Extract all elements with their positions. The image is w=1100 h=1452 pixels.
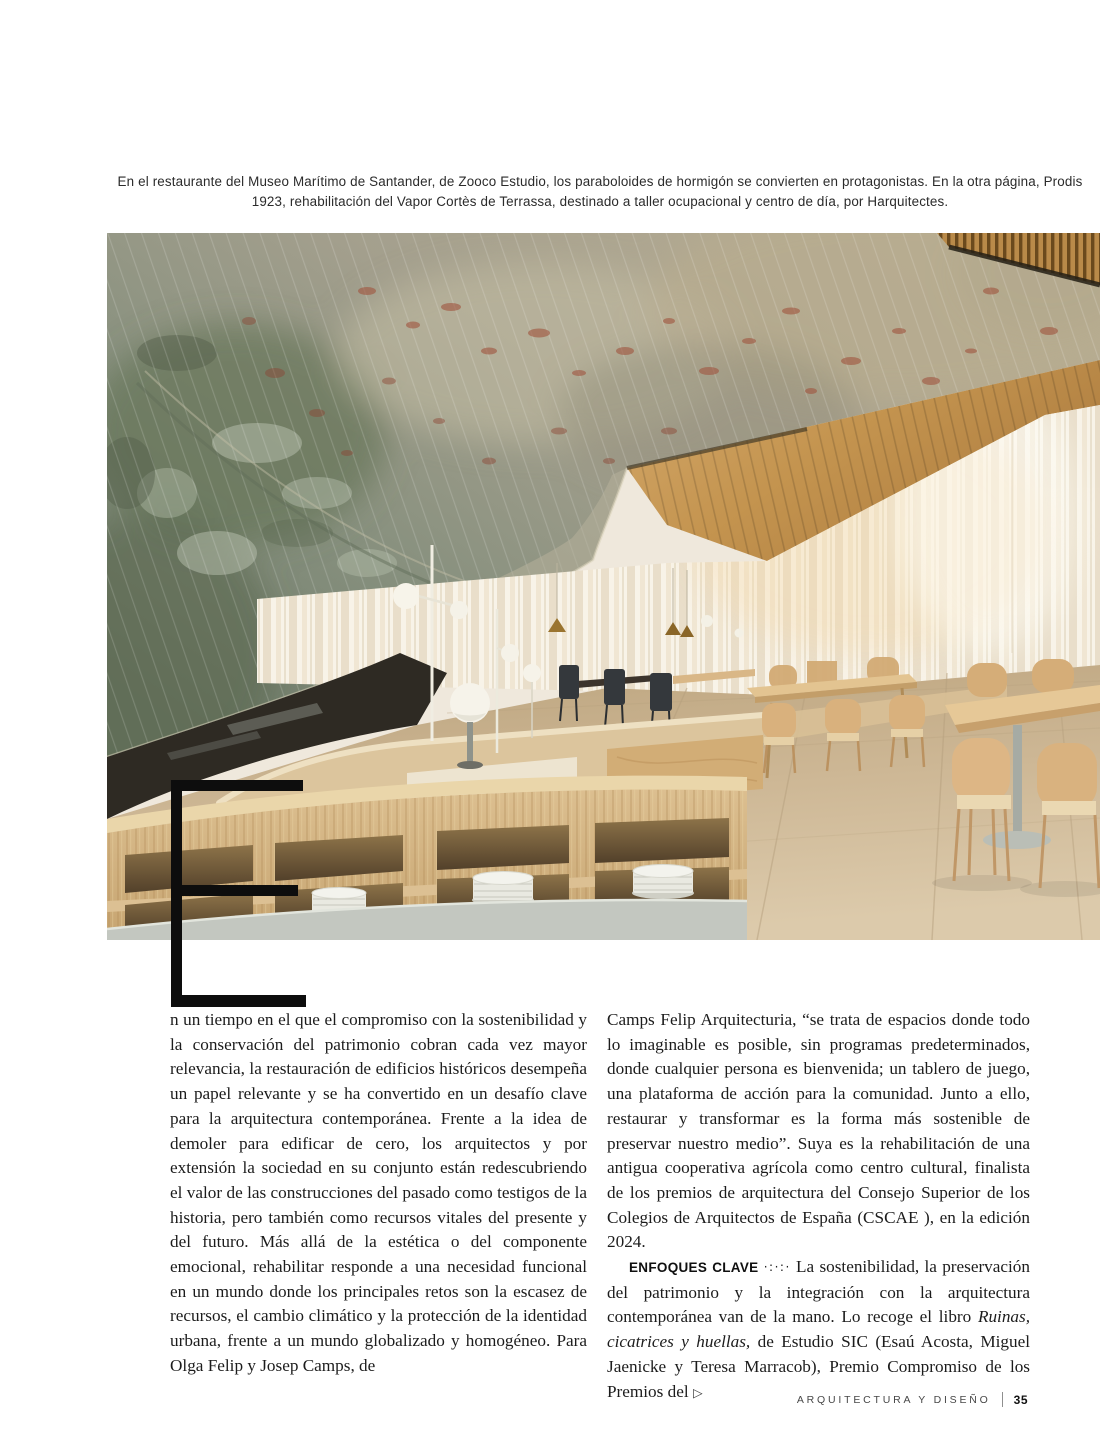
dropcap-e [171,780,307,1007]
footer-page-number: 35 [1013,1392,1028,1407]
page-footer [797,1392,1028,1407]
section-ornament: ·:·:· [763,1260,791,1275]
article-column-left [170,1008,587,1405]
paragraph-continuation: Camps Felip Arquitecturia, “se trata de espacios donde todo lo imaginable es posible, sin programas predeterminados, donde cualquier persona es bienvenida; un tablero de juego, una plataforma de acción para la comunidad. Junto a ello, restaurar y transformar es la forma más sostenible de preservar nuestro medio”. Suya es la rehabilitación de una antigua cooperativa agrícola como centro cultural, finalista de los premios de arquitectura del Consejo Superior de los Colegios de Arquitectos de España (CSCAE ), en la edición 2024. [607,1010,1030,1252]
continuation-marker-icon: ▷ [692,1384,703,1400]
footer-magazine-name: ARQUITECTURA Y DISEÑO [796,1393,991,1406]
dropcap-stroke [171,780,303,791]
footer-divider [1002,1392,1003,1407]
paragraph-enfoques [607,1255,1030,1405]
paragraph-intro: n un tiempo en el que el compromiso con la sostenibilidad y la conservación del patrimonio cobran cada vez mayor relevancia, la restauración de edificios históricos desempeña un papel relevante y se ha convertido en un desafío clave para la arquitectura contemporánea. Frente a la idea de demoler para edificar de cero, los arquitectos y por extensión la sociedad en su conjunto están redescubriendo el valor de las construcciones del pasado como testigos de la historia, pero también como recursos vitales del presente y del futuro. Más allá de la estética o del componente emocional, rehabilitar responde a una necesidad funcional en un mundo donde los principales retos son la escasez de recursos, el cambio climático y la protección de la identidad urbana, frente a un mundo globalizado y homogéneo. Para Olga Felip y Josep Camps, de [170,1010,587,1375]
photo-caption: En el restaurante del Museo Marítimo de Santander, de Zooco Estudio, los paraboloides de hormigón se convierten en protagonistas. En la otra página, Prodis 1923, rehabilitación del Vapor Cortès de Terrassa, destinado a taller ocupacional y centro de día, por Harquitectes. [117,174,1083,209]
article-column-right [607,1008,1030,1405]
article-body [170,1008,1030,1405]
enfoques-text-2: de Estudio SIC (Esaú Acosta, Miguel Jaenicke y Teresa Marracob), Premio Compromiso de los Premios del [607,1332,1030,1401]
enfoques-label: ENFOQUES CLAVE [629,1260,759,1276]
book-title: Ruinas, cicatrices y huellas, [607,1307,1030,1352]
enfoques-text: La sostenibilidad, la preservación del patrimonio y la integración con la arquitectura contemporánea van de la mano. Lo recoge el libro [607,1257,1030,1327]
dropcap-stroke [171,885,298,896]
dropcap-stroke [171,995,306,1007]
